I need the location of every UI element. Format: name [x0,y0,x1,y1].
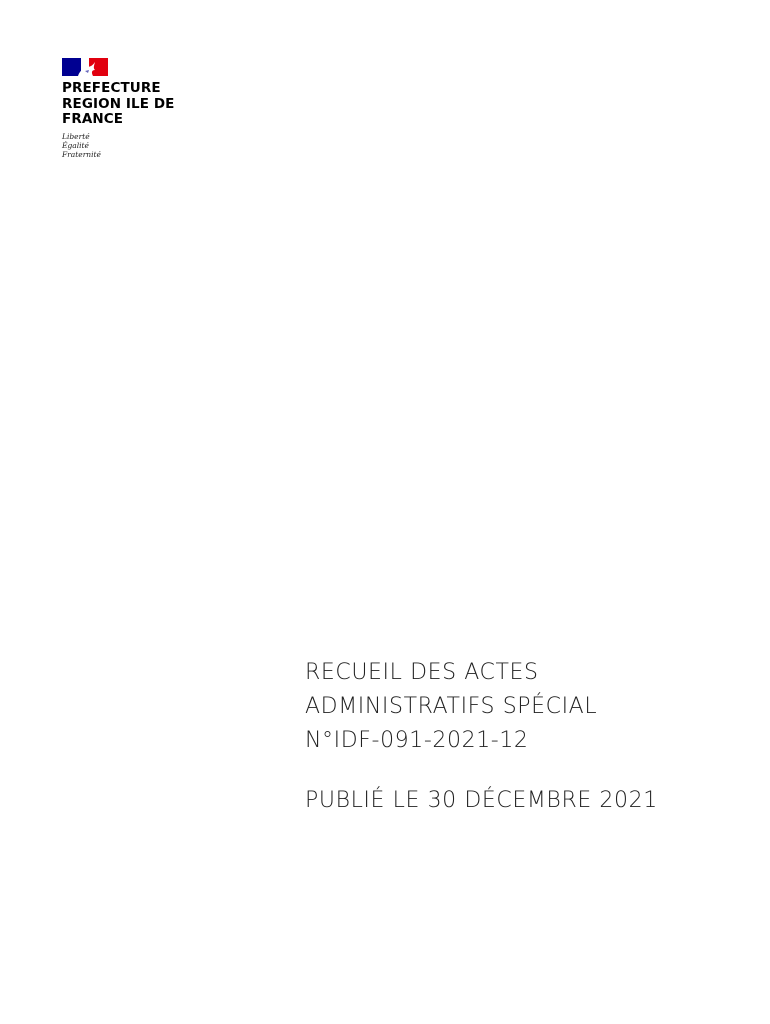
motto-line: Égalité [62,140,89,150]
prefecture-logo [62,58,202,159]
prefecture-name-line: FRANCE [62,111,124,127]
marianne-logo-icon [62,58,108,76]
document-title-line: RECUEIL DES ACTES [305,660,539,685]
prefecture-name-line: REGION ILE DE [62,95,175,112]
motto-line: Fraternité [62,149,101,159]
publication-date: PUBLIÉ LE 30 DÉCEMBRE 2021 [305,788,658,813]
document-title-line: ADMINISTRATIFS SPÉCIAL [305,694,598,719]
prefecture-name-line: PREFECTURE [62,80,161,96]
republic-motto [62,132,202,159]
document-number: N°IDF-091-2021-12 [305,728,529,753]
motto-line: Liberté [62,131,90,141]
document-title-block [305,656,745,818]
prefecture-name [62,81,202,128]
